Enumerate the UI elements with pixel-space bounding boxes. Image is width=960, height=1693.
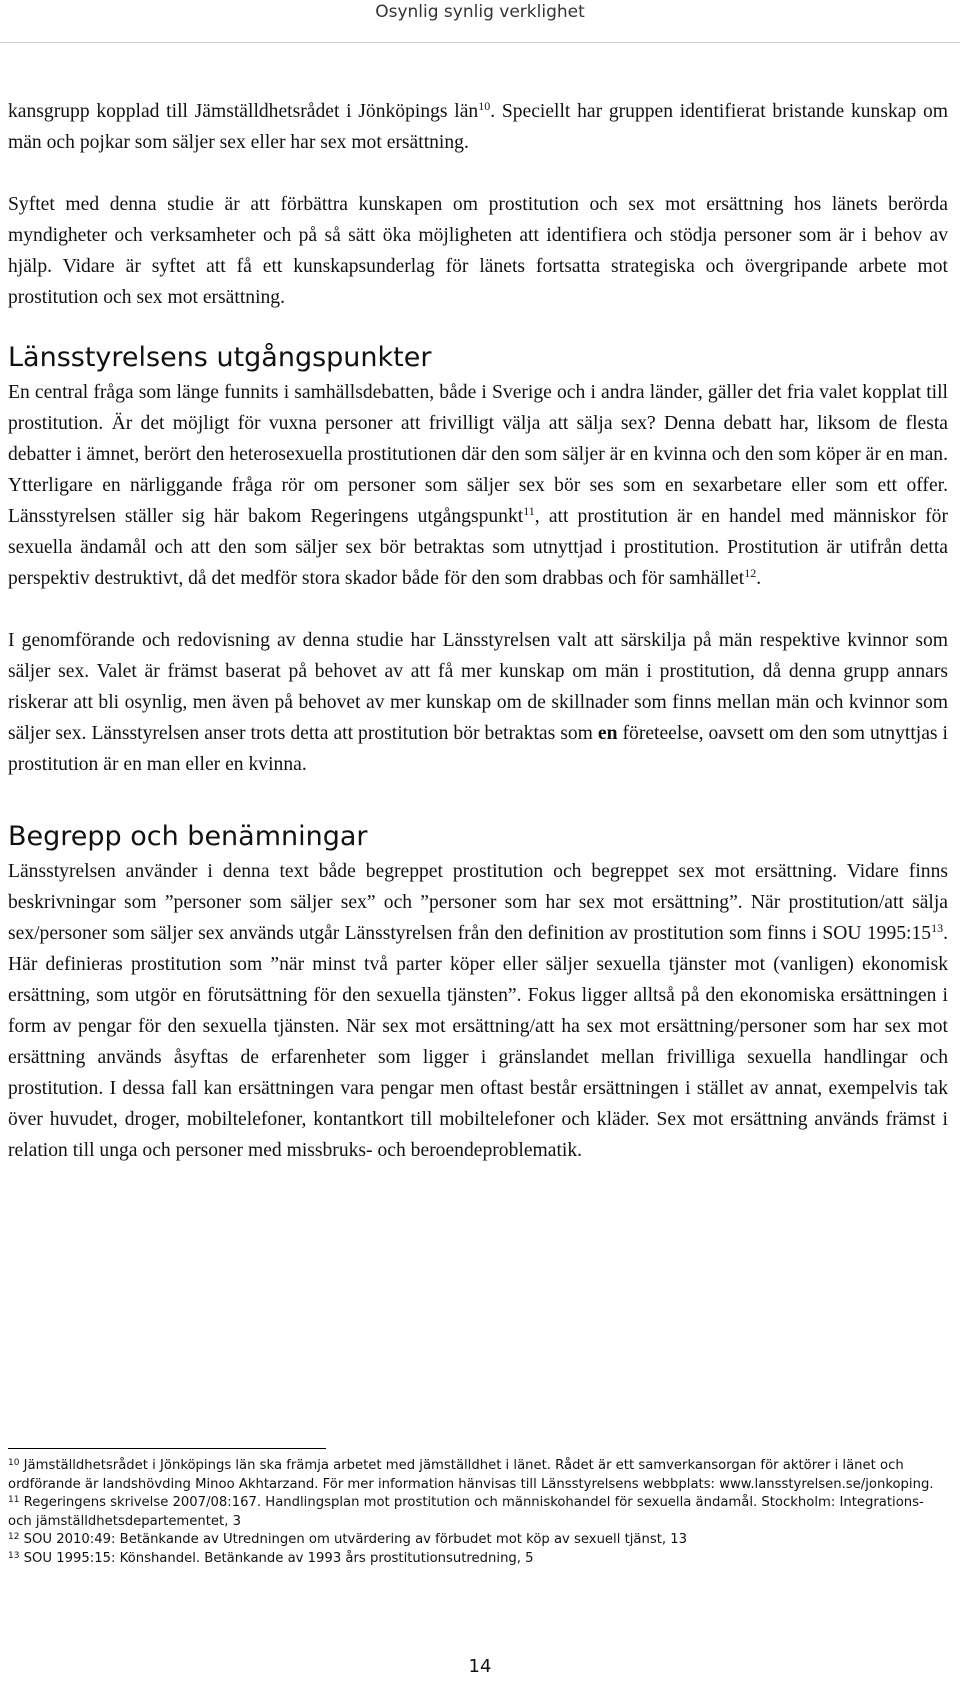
emphasis-en: en bbox=[597, 723, 618, 744]
footnote-ref-12[interactable]: 12 bbox=[744, 566, 757, 580]
paragraph-2: Syftet med denna studie är att förbättra kunskapen om prostitution och sex mot ersättning hos länets berörda myndigheter och verksamheter och på så sätt öka möjligheten att identifiera och stödja personer som är i behov av hjälp. Vidare är syftet att få ett kunskapsunderlag för länets fortsatta strategiska och övergripande arbete mot prostitution och sex mot ersättning. bbox=[8, 194, 948, 308]
footnote-13: $^{13}$ SOU 1995:15: Könshandel. Betänkande av 1993 års prostitutionsutredning, 5 bbox=[8, 1550, 534, 1566]
footnote-10: $^{10}$ Jämställdhetsrådet i Jönköpings län ska främja arbetet med jämställdhet i länet. Rådet är ett samverkansorgan för aktörer i länet och ordförande är landshövding Minoo Akhtarzand. För mer information hänvisas till Länsstyrelsens webbplats: www.lansstyrelsen.se/jonkoping. bbox=[8, 1458, 934, 1492]
page-number: 14 bbox=[468, 1656, 492, 1677]
paragraph-5: Länsstyrelsen använder i denna text både begreppet prostitution och begreppet sex mot ersättning. Vidare finns beskrivningar som ”personer som säljer sex” och ”personer som har sex mot ersättning”. När prostitution/att sälja sex/personer som säljer sex används utgår Länsstyrelsen från den definition av prostitution som finns i SOU $1995:15^{13}$. Här definieras prostitution som ”när minst två parter köper eller säljer sexuella tjänster mot (vanligen) ekonomisk ersättning, som utgör en förutsättning för den sexuella tjänsten”. Fokus ligger alltså på den ekonomiska ersättningen i form av pengar för den sexuella tjänsten. När sex mot ersättning/att ha sex mot ersättning/personer som har sex mot ersättning används åsyftas de erfarenheter som ligger i gränslandet mellan frivilliga sexuella handlingar och prostitution. I dessa fall kan ersättningen vara pengar men oftast består ersättningen i stället av annat, exempelvis tak över huvudet, droger, mobiltelefoner, kontantkort till mobiltelefoner och kläder. Sex mot ersättning används främst i relation till unga och personer med missbruks- och beroendeproblematik. bbox=[8, 861, 948, 1161]
footnote-separator bbox=[8, 1448, 326, 1449]
footnote-11: $^{11}$ Regeringens skrivelse 2007/08:167. Handlingsplan mot prostitution och människohandel för sexuella ändamål. Stockholm: Integrations- och jämställdhetsdepartementet, 3 bbox=[8, 1495, 924, 1529]
page-content bbox=[8, 96, 948, 1166]
footnotes bbox=[8, 1457, 948, 1569]
section-heading-begrepp: Begrepp och benämningar bbox=[8, 821, 368, 852]
footnote-12: $^{12}$ SOU 2010:49: Betänkande av Utredningen om utvärdering av förbudet mot köp av sexuell tjänst, 13 bbox=[8, 1532, 688, 1548]
paragraph-3: En central fråga som länge funnits i samhällsdebatten, både i Sverige och i andra länder, gäller det fria valet kopplat till prostitution. Är det möjligt för vuxna personer att frivilligt välja att sälja sex? Denna debatt har, liksom de flesta debatter i ämnet, berört den heterosexuella prostitutionen där den som säljer är en kvinna och den som köper är en man. Ytterligare en närliggande fråga rör om personer som säljer sex bör ses som en sexarbetare eller som ett offer. Länsstyrelsen ställer sig här bakom Regeringens utgångspunkt$^{11}$, att prostitution är en handel med människor för sexuella ändamål och att den som säljer sex bör betraktas som utnyttjad i prostitution. Prostitution är utifrån detta perspektiv destruktivt, då det medför stora skador både för den som drabbas och för samhället$^{12}$. bbox=[8, 382, 949, 589]
footnote-ref-13[interactable]: 13 bbox=[931, 921, 944, 935]
paragraph-4: I genomförande och redovisning av denna studie har Länsstyrelsen valt att särskilja på män respektive kvinnor som säljer sex. Valet är främst baserat på behovet av att få mer kunskap om män i prostitution, då denna grupp annars riskerar att bli osynlig, men även på behovet av mer kunskap om de skillnader som finns mellan män och kvinnor som säljer sex. Länsstyrelsen anser trots detta att prostitution bör betraktas som en företeelse, oavsett om den som utnyttjas i prostitution är en man eller en kvinna. bbox=[8, 630, 948, 775]
running-header bbox=[0, 0, 960, 30]
footnote-ref-10[interactable]: 10 bbox=[478, 99, 491, 113]
footnote-ref-11[interactable]: 11 bbox=[523, 504, 535, 518]
header-divider bbox=[0, 42, 960, 43]
section-heading-utgangspunkter: Länsstyrelsens utgångspunkter bbox=[8, 342, 432, 373]
document-title: Osynlig synlig verklighet bbox=[375, 2, 585, 22]
paragraph-1: kansgrupp kopplad till Jämställdhetsrådet i Jönköpings län$^{10}$. Speciellt har gruppen identifierat bristande kunskap om män och pojkar som säljer sex eller har sex mot ersättning. bbox=[8, 99, 948, 153]
